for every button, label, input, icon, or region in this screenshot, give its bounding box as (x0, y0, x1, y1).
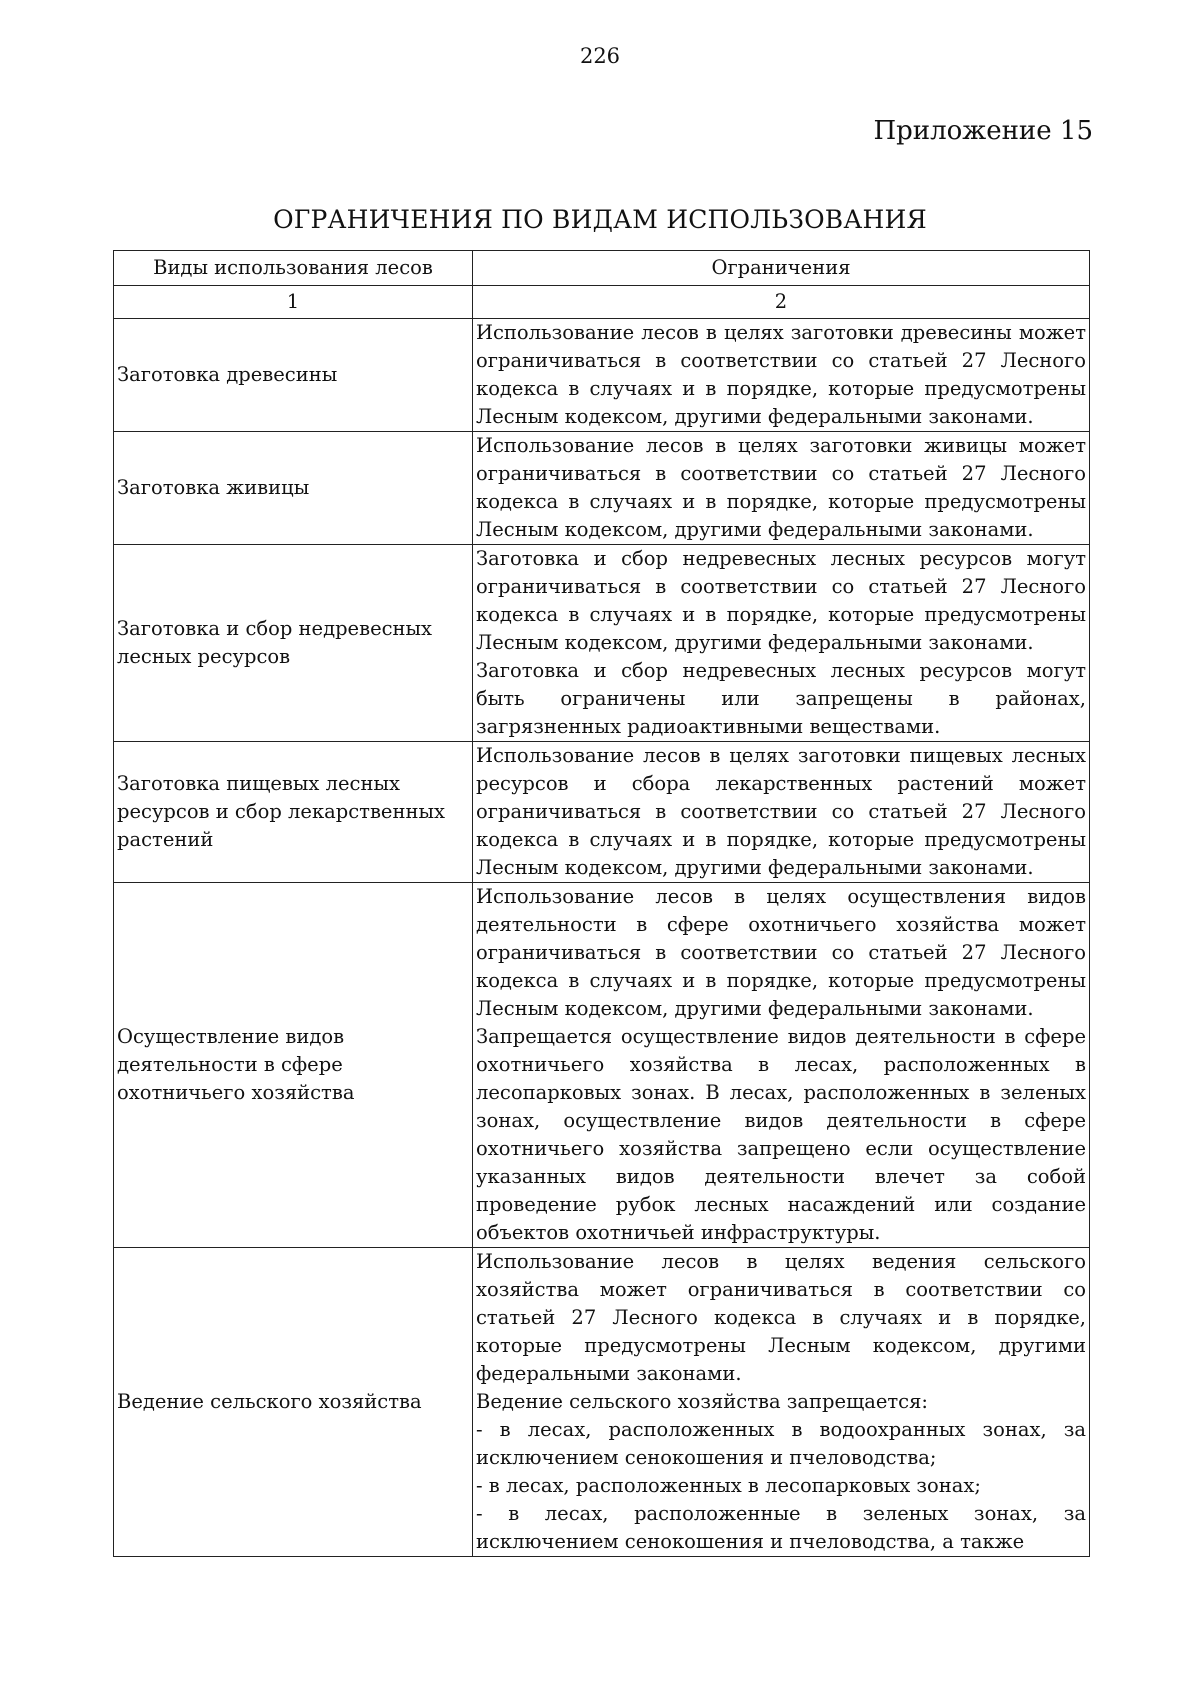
table-row (114, 883, 1090, 1248)
column-header-use-types: Виды использования лесов (114, 251, 473, 286)
column-number-row (114, 286, 1090, 319)
restriction-paragraph: Использование лесов в целях осуществления видов деятельности в сфере охотничьего хозяйства может ограничиваться в соответствии со статьей 27 Лесного кодекса в случаях и в порядке, которые предусмотрены Лесным кодексом, другими федеральными законами. (476, 885, 1086, 1020)
column-number-1: 1 (114, 286, 473, 319)
document-title: ОГРАНИЧЕНИЯ ПО ВИДАМ ИСПОЛЬЗОВАНИЯ (273, 205, 927, 234)
restriction-cell (473, 319, 1090, 432)
restriction-cell (473, 883, 1090, 1248)
restrictions-table (113, 250, 1090, 1557)
restriction-paragraph: Использование лесов в целях заготовки пищевых лесных ресурсов и сбора лекарственных растений может ограничиваться в соответствии со статьей 27 Лесного кодекса в случаях и в порядке, которые предусмотрены Лесным кодексом, другими федеральными законами. (476, 744, 1086, 879)
restriction-paragraph: Заготовка и сбор недревесных лесных ресурсов могут ограничиваться в соответствии со статьей 27 Лесного кодекса в случаях и в порядке, которые предусмотрены Лесным кодексом, другими федеральными законами. (476, 547, 1086, 654)
appendix-label: Приложение 15 (873, 116, 1093, 146)
use-type-cell: Осуществление видов деятельности в сфере охотничьего хозяйства (114, 883, 473, 1248)
restriction-list-item: - в лесах, расположенные в зеленых зонах, за исключением сенокошения и пчеловодства, а также (476, 1502, 1086, 1553)
use-type-cell: Заготовка живицы (114, 432, 473, 545)
restriction-cell (473, 432, 1090, 545)
restriction-list-item: - в лесах, расположенных в лесопарковых зонах; (476, 1474, 981, 1497)
table-row (114, 432, 1090, 545)
table-row (114, 1248, 1090, 1557)
restriction-cell (473, 545, 1090, 742)
use-type-cell: Заготовка пищевых лесных ресурсов и сбор лекарственных растений (114, 742, 473, 883)
use-type-cell: Ведение сельского хозяйства (114, 1248, 473, 1557)
column-number-2: 2 (473, 286, 1090, 319)
table-row (114, 319, 1090, 432)
restriction-paragraph: Запрещается осуществление видов деятельности в сфере охотничьего хозяйства в лесах, расположенных в лесопарковых зонах. В лесах, расположенных в зеленых зонах, осуществление видов деятельности в сфере охотничьего хозяйства запрещено если осуществление указанных видов деятельности влечет за собой проведение рубок лесных насаждений или создание объектов охотничьей инфраструктуры. (476, 1025, 1086, 1244)
column-header-restrictions: Ограничения (473, 251, 1090, 286)
restriction-list-item: - в лесах, расположенных в водоохранных зонах, за исключением сенокошения и пчеловодства; (476, 1418, 1086, 1469)
use-type-cell: Заготовка древесины (114, 319, 473, 432)
table-row (114, 545, 1090, 742)
header-row (114, 251, 1090, 286)
restriction-cell (473, 742, 1090, 883)
use-type-cell: Заготовка и сбор недревесных лесных ресурсов (114, 545, 473, 742)
page-number: 226 (579, 44, 621, 68)
restriction-paragraph: Использование лесов в целях заготовки живицы может ограничиваться в соответствии со статьей 27 Лесного кодекса в случаях и в порядке, которые предусмотрены Лесным кодексом, другими федеральными законами. (476, 434, 1086, 541)
restriction-paragraph: Ведение сельского хозяйства запрещается: (476, 1390, 928, 1413)
table-row (114, 742, 1090, 883)
restriction-paragraph: Использование лесов в целях заготовки древесины может ограничиваться в соответствии со статьей 27 Лесного кодекса в случаях и в порядке, которые предусмотрены Лесным кодексом, другими федеральными законами. (476, 321, 1086, 428)
restriction-paragraph: Заготовка и сбор недревесных лесных ресурсов могут быть ограничены или запрещены в районах, загрязненных радиоактивными веществами. (476, 659, 1086, 738)
restriction-paragraph: Использование лесов в целях ведения сельского хозяйства может ограничиваться в соответствии со статьей 27 Лесного кодекса в случаях и в порядке, которые предусмотрены Лесным кодексом, другими федеральными законами. (476, 1250, 1086, 1385)
restriction-cell (473, 1248, 1090, 1557)
